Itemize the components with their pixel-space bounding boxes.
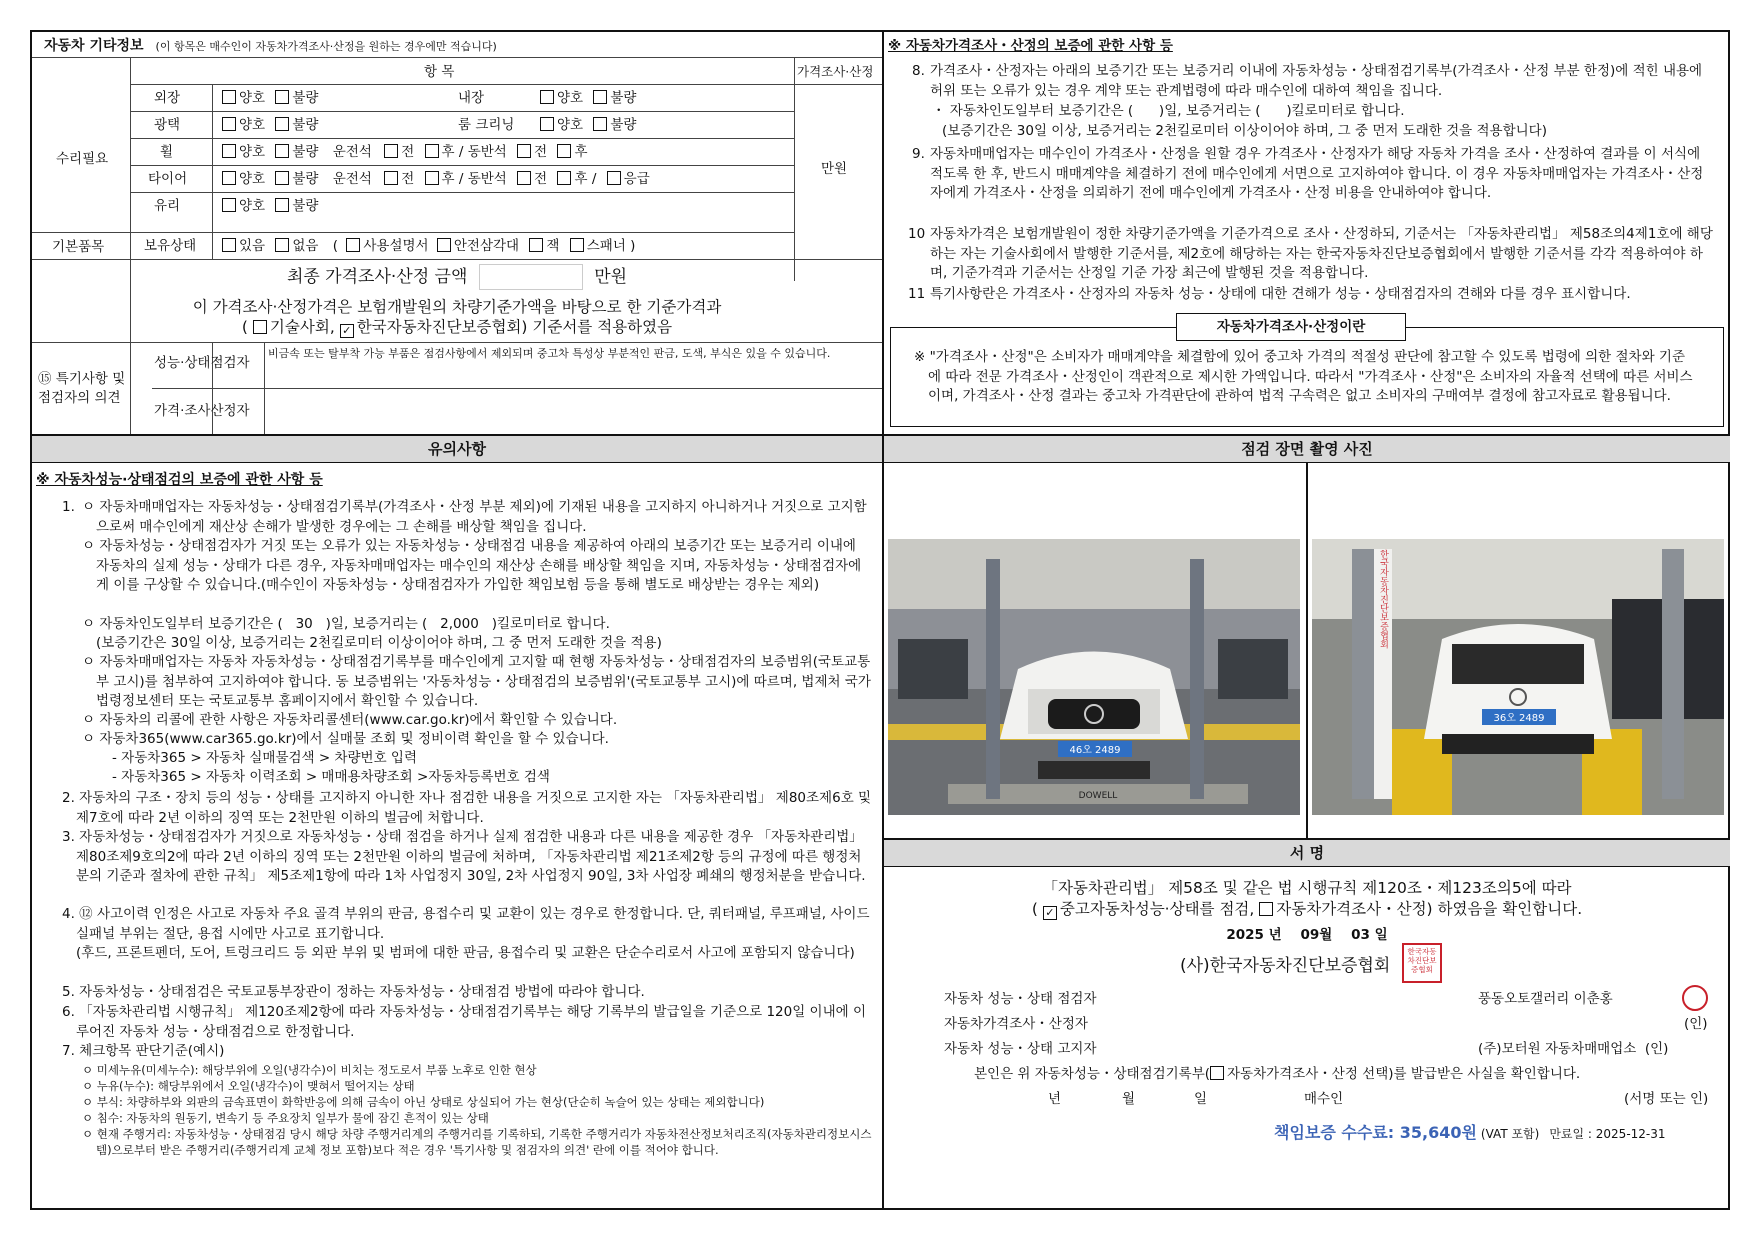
appraiser-label: 가격·조사산정자 [154,403,250,419]
row-label-exterior: 외장 [154,90,181,106]
tire-driver-rear-checkbox[interactable]: 후 / 동반석 [425,170,507,190]
note-6: 6. 「자동차관리법 시행규칙」 제120조제2항에 따라 자동차성능・상태점검기록부는 해당 기록부의 발급일을 기준으로 120일 이내에 이루어진 자동차 성능・상태점검으로 한정합니다. [62,1004,867,1040]
note-7b: ㅇ 누유(누수): 해당부위에서 오일(냉각수)이 맺혀서 떨어지는 상태 [82,1079,415,1093]
interior-options [540,89,636,109]
tire-emergency-checkbox[interactable]: 응급 [607,170,650,190]
polish-good-checkbox[interactable]: 양호 [222,116,265,136]
note-2: 2. 자동차의 구조・장치 등의 성능・상태를 고지하지 아니한 자나 점검한 내용을 거짓으로 고지한 자는 「자동차관리법」 제80조제6호 및 제7호에 따라 2년 이하의 징역 또는 2천만원 이하의 벌금에 처합니다. [62,790,872,826]
glass-good-checkbox[interactable]: 양호 [222,197,265,217]
signature-line-1: 「자동차관리법」 제58조 및 같은 법 시행규칙 제120조・제123조의5에 따라 [1042,879,1572,897]
note-1i: - 자동차365 > 자동차 이력조회 > 매매용차량조회 >자동차등록번호 검색 [112,769,550,785]
item-8-note: (보증기간은 30일 이상, 보증거리는 2천킬로미터 이상이어야 하며, 그 중 먼저 도래한 것을 적용합니다) [942,123,1547,139]
special-notes-label: ⑮ 특기사항 및 점검자의 의견 [38,371,126,406]
jack-checkbox[interactable]: 잭 [529,237,559,257]
note-7a: ㅇ 미세누유(미세누수): 해당부위에 오일(냉각수)이 비치는 정도로서 부품 노후로 인한 현상 [82,1063,537,1077]
glass-bad-checkbox[interactable]: 불량 [275,197,318,217]
front-inspection-photo [888,539,1300,815]
left-column [32,32,884,1208]
definition-text: ※ "가격조사・산정"은 소비자가 매매계약을 체결함에 있어 중고차 가격의 적절성 판단에 참고할 수 있도록 법령에 의한 절차와 기준에 따라 전문 가격조사・산정인이 객관적으로 제시한 가액입니다. 따라서 "가격조사・산정"은 소비자의 자율적 선택에 따른 서비스이며, 가격조사・산정 결과는 중고차 가격판단에 관하여 법적 구속력은 없고 소비자의 구매여부 결정에 참고자료로 활용됩니다. [914,349,1693,404]
association-name: (사)한국자동차진단보증협회 [1180,956,1391,976]
rear-inspection-photo [1312,539,1724,815]
receipt-price-checkbox[interactable]: 자동차가격조사・산정 선택)를 발급받은 사실을 확인합니다. [1210,1065,1580,1085]
appraiser-sign-value: (인) [1684,1016,1708,1032]
inspector-label: 성능·상태점검자 [154,355,250,371]
note-1h: - 자동차365 > 자동차 실매물검색 > 차량번호 입력 [112,750,417,766]
inspector-sign-value: 풍동오토갤러리 이춘홍 [1478,991,1613,1007]
other-info-subtitle: (이 항목은 매수인이 자동차가격조사·산정을 원하는 경우에만 적습니다) [155,40,497,53]
wheel-passenger-rear-checkbox[interactable]: 후 [557,143,587,163]
signature-banner: 서 명 [884,838,1730,867]
basic-items-label: 기본품목 [52,239,105,255]
basis-sentence: 이 가격조사·산정가격은 보험개발원의 차량기준가액을 바탕으로 한 기준가격과 [192,298,722,316]
row-label-room-cleaning: 룸 크리닝 [458,117,515,133]
inspector-note: 비금속 또는 탈부착 가능 부품은 점검사항에서 제외되며 중고차 특성상 부분적인 판금, 도색, 부식은 있을 수 있습니다. [268,347,831,360]
tire-bad-checkbox[interactable]: 불량 [275,170,318,190]
note-7: 7. 체크항목 판단기준(예시) [62,1043,225,1059]
row-label-tire: 타이어 [148,171,188,187]
pillar-text: 한국자동차진단보증협회 [1378,549,1388,649]
right-column [884,32,1730,1208]
note-4: 4. ⑫ 사고이력 인정은 사고로 자동차 주요 골격 부위의 판금, 용접수리 및 교환이 있는 경우로 한정합니다. 단, 쿼터패널, 루프패널, 사이드실패널 부위는 절단, 용접 시에만 사고로 표기합니다. [62,906,870,942]
buyer-year: 년 [1048,1091,1062,1107]
note-1e: ㅇ 자동차매매업자는 자동차 자동차성능・상태점검기록부를 매수인에게 고지할 때 현행 자동차성능・상태점검자의 보증범위(국토교통부 고시)를 첨부하여 고지하여야 합니다. 동 보증범위는 '자동차성능・상태점검의 보증범위'(국토교통부 고시)에 따르며, 법제처 국가법령정보센터 또는 국토교통부 홈페이지에서 확인할 수 있습니다. [82,654,871,709]
triangle-checkbox[interactable]: 안전삼각대 [437,237,519,257]
item-8-number: 8. [912,63,925,79]
buyer-label: 매수인 [1304,1091,1344,1107]
note-7e: ㅇ 현재 주행거리: 자동차성능・상태점검 당시 해당 차량 주행거리계의 주행거리를 기록하되, 기록한 주행거리가 자동차전산정보처리조직(자동차관리정보시스템)으로부터 받은 주행거리(주행거리계 교체 정보 포함)보다 적은 경우 '특기사항 및 점검자의 의견' 란에 이를 적어야 합니다. [82,1127,872,1157]
item-8-text: 가격조사・산정자는 아래의 보증기간 또는 보증거리 이내에 자동차성능・상태점검기록부(가격조사・산정 부분 한정)에 적힌 내용에 허위 또는 오류가 있는 경우 계약 또는 관계법령에 따라 매수인에 대하여 책임을 집니다. [930,63,1703,99]
spanner-checkbox[interactable]: 스패너 ) [570,237,636,257]
notes-banner: 유의사항 [32,434,882,463]
item-header: 항 목 [424,64,455,80]
item-8-period: ・ 자동차인도일부터 보증기간은 ( )일, 보증거리는 ( )킬로미터로 합니다. [932,103,1405,119]
row-label-possession: 보유상태 [144,238,197,254]
room-cleaning-good-checkbox[interactable]: 양호 [540,116,583,136]
final-price-unit: 만원 [594,267,628,287]
exterior-options [222,89,318,109]
note-3: 3. 자동차성능・상태점검자가 거짓으로 자동차성능・상태 점검을 하거나 실제 점검한 내용과 다른 내용을 제공한 경우 「자동차관리법」 제80조제9호의2에 따라 2년 이하의 징역 또는 2천만원 이하의 벌금에 처하며, 「자동차관리법 제21조제2항 등의 규정에 따른 행정처분의 기준과 절차에 관한 규칙」 제5조제1항에 따라 1차 사업정지 30일, 2차 사업정지 90일, 3차 사업장 폐쇄의 행정처분을 받습니다. [62,829,866,884]
tire-passenger-front-checkbox[interactable]: 전 [517,170,547,190]
exterior-bad-checkbox[interactable]: 불량 [275,89,318,109]
receipt-confirmation: 본인은 위 자동차성능・상태점검기록부( 자동차가격조사・산정 선택)를 발급받은 사실을 확인합니다. [974,1065,1580,1085]
row-label-glass: 유리 [154,198,181,214]
note-7d: ㅇ 침수: 자동차의 원동기, 변속기 등 주요장치 일부가 물에 잠긴 흔적이 있는 상태 [82,1111,489,1125]
final-price-row [32,264,882,290]
price-header: 가격조사·산정 [797,64,874,79]
polish-bad-checkbox[interactable]: 불량 [275,116,318,136]
notes-title: ※ 자동차성능·상태점검의 보증에 관한 사항 등 [36,472,323,488]
front-photo-illustration [888,539,1300,815]
price-appraisal-checkbox[interactable]: 자동차가격조사・산정) 하였음을 확인합니다. [1259,898,1582,920]
wheel-good-checkbox[interactable]: 양호 [222,143,265,163]
exterior-good-checkbox[interactable]: 양호 [222,89,265,109]
front-license-plate: 46오 2489 [1069,745,1121,756]
expiry-date: 만료일 : 2025-12-31 [1549,1127,1666,1141]
sign-or-seal: (서명 또는 인) [1624,1091,1709,1107]
note-1-number: 1. [62,499,75,515]
note-7c: ㅇ 부식: 차량하부와 외판의 금속표면이 화학반응에 의해 금속이 아닌 상태로 상실되어 가는 현상(단순히 녹슬어 있는 상태는 제외합니다) [82,1095,765,1109]
interior-good-checkbox[interactable]: 양호 [540,89,583,109]
tire-passenger-rear-checkbox[interactable]: 후 / [557,170,596,190]
photos-banner: 점검 장면 촬영 사진 [884,434,1730,463]
manual-checkbox[interactable]: 사용설명서 [346,237,428,257]
glass-options [222,197,318,217]
appraiser-sign-label: 자동차가격조사・산정자 [944,1016,1088,1032]
item-11-number: 11 [908,286,926,302]
note-1d: (보증기간은 30일 이상, 보증거리는 2천킬로미터 이상이어야 하며, 그 중 먼저 도래한 것을 적용) [96,635,662,651]
note-1g: ㅇ 자동차365(www.car365.go.kr)에서 실매물 조회 및 정비이력 확인을 할 수 있습니다. [82,731,609,747]
polish-options [222,116,318,136]
row-label-wheel: 휠 [160,144,174,160]
warranty-fee: 책임보증 수수료: 35,640원 [1274,1123,1477,1142]
item-10-number: 10 [908,226,926,242]
vat-note: (VAT 포함) [1480,1127,1540,1141]
inspector-sign-label: 자동차 성능・상태 점검자 [944,991,1097,1007]
basis-choice: ( 기술사회, ✓ 한국자동차진단보증협회) 기준서를 적용하였음 [241,318,673,337]
price-warranty-title: ※ 자동차가격조사・산정의 보증에 관한 사항 등 [888,38,1173,54]
wheel-driver-rear-checkbox[interactable]: 후 / 동반석 [425,143,507,163]
inspector-seal [1682,985,1708,1011]
note-1b: ㅇ 자동차성능・상태점검자가 거짓 또는 오류가 있는 자동차성능・상태점검 내용을 제공하여 아래의 보증기간 또는 보증거리 이내에 자동차의 실제 성능・상태가 다른 경우, 자동차매매업자는 매수인의 재산상 손해를 배상할 책임을 지며, 자동차성능・상태점검자에게 이를 구상할 수 있습니다.(매수인이 자동차성능・상태점검자가 가입한 책임보험 등을 통해 별도로 배상받는 경우는 제외) [82,538,862,593]
signature-date: 2025 년 09월 03 일 [1226,927,1388,943]
possession-options: 있음 없음 ( 사용설명서 안전삼각대 잭 스패너 ) [222,237,635,257]
room-cleaning-options [540,116,636,136]
association-seal: 한국자동차진단보증협회 [1402,943,1442,983]
wheel-passenger-front-checkbox[interactable]: 전 [517,143,547,163]
price-unit: 만원 [821,161,848,177]
note-5: 5. 자동차성능・상태점검은 국토교통부장관이 정하는 자동차성능・상태점검 방법에 따라야 합니다. [62,984,645,1000]
buyer-month: 월 [1122,1091,1136,1107]
basis-tech-society-checkbox[interactable]: 기술사회, [253,316,335,338]
used-car-inspection-checkbox[interactable]: ✓ 중고자동차성능·상태를 점검, [1043,898,1254,920]
buyer-day: 일 [1194,1091,1208,1107]
row-label-interior: 내장 [458,90,485,106]
final-price-input[interactable] [479,264,583,290]
room-cleaning-bad-checkbox[interactable]: 불량 [593,116,636,136]
possession-none-checkbox[interactable]: 없음 [275,237,318,257]
rear-photo-illustration [1312,539,1724,815]
definition-title: 자동차가격조사·산정이란 [1176,313,1406,341]
notifier-sign-label: 자동차 성능・상태 고지자 [944,1041,1097,1057]
wheel-options: 양호 불량 운전석 전 후 / 동반석 전 후 [222,143,588,163]
item-11-text: 특기사항란은 가격조사・산정자의 자동차 성능・상태에 대한 견해가 성능・상태점검자의 견해와 다를 경우 표시합니다. [930,286,1631,302]
row-label-polish: 광택 [154,117,181,133]
note-1f: ㅇ 자동차의 리콜에 관한 사항은 자동차리콜센터(www.car.go.kr)에서 확인할 수 있습니다. [82,712,618,728]
inspection-record-sheet [30,30,1730,1210]
wheel-driver-front-checkbox[interactable]: 전 [384,143,414,163]
fee-row [1274,1121,1666,1144]
item-10-text: 자동차가격은 보험개발원이 정한 차량기준가액을 기준가격으로 조사・산정하되, 기준서는 「자동차관리법」 제58조의4제1호에 해당하는 자는 기술사회에서 발행한 기준서를, 제2호에 해당하는 자는 한국자동차진단보증협회에서 발행한 기준서를 각각 적용하여야 하며, 기준가격과 기준서는 산정일 기준 가장 최근에 발행된 것을 적용합니다. [930,226,1713,281]
tire-good-checkbox[interactable]: 양호 [222,170,265,190]
note-1a: ㅇ 자동차매매업자는 자동차성능・상태점검기록부(가격조사・산정 부분 제외)에 기재된 내용을 고지하지 아니하거나 거짓으로 고지함으로써 매수인에게 재산상 손해가 발생한 경우에는 그 손해를 배상할 책임을 집니다. [82,499,867,535]
final-price-label: 최종 가격조사·산정 금액 [286,267,468,287]
interior-bad-checkbox[interactable]: 불량 [593,89,636,109]
tire-options: 양호 불량 운전석 전 후 / 동반석 전 후 / 응급 [222,170,650,190]
other-info-header [32,32,882,58]
item-9-text: 자동차매매업자는 매수인이 가격조사・산정을 원할 경우 가격조사・산정자가 해당 자동차 가격을 조사・산정하여 결과를 이 서식에 적도록 한 후, 반드시 매매계약을 체결하기 전에 매수인에게 서면으로 고지하여야 합니다. 이 경우 자동차매매업자는 가격조사・산정자에게 가격조사・산정을 의뢰하기 전에 매수인에게 가격조사・산정 비용을 안내하여야 합니다. [930,146,1704,201]
repair-needed-label: 수리필요 [56,151,109,167]
notifier-sign-value: (주)모터원 자동차매매업소 (인) [1478,1041,1669,1057]
note-1c: ㅇ 자동차인도일부터 보증기간은 ( 30 )일, 보증거리는 ( 2,000 )킬로미터로 합니다. [82,616,610,632]
basis-kaida-checkbox[interactable]: ✓ 한국자동차진단보증협회) [340,316,528,338]
tire-driver-front-checkbox[interactable]: 전 [384,170,414,190]
signature-line-2: ( ✓ 중고자동차성능·상태를 점검, 자동차가격조사・산정) 하였음을 확인합니다. [1031,900,1583,919]
front-lift-brand: DOWELL [1078,791,1118,801]
note-4b: (후드, 프론트펜더, 도어, 트렁크리드 등 외판 부위 및 범퍼에 대한 판금, 용접수리 및 교환은 단순수리로서 사고에 포함되지 않습니다) [76,945,855,961]
rear-license-plate: 36오 2489 [1493,713,1545,724]
item-9-number: 9. [912,146,925,162]
other-info-title: 자동차 기타정보 [44,38,144,54]
possession-have-checkbox[interactable]: 있음 [222,237,265,257]
wheel-bad-checkbox[interactable]: 불량 [275,143,318,163]
